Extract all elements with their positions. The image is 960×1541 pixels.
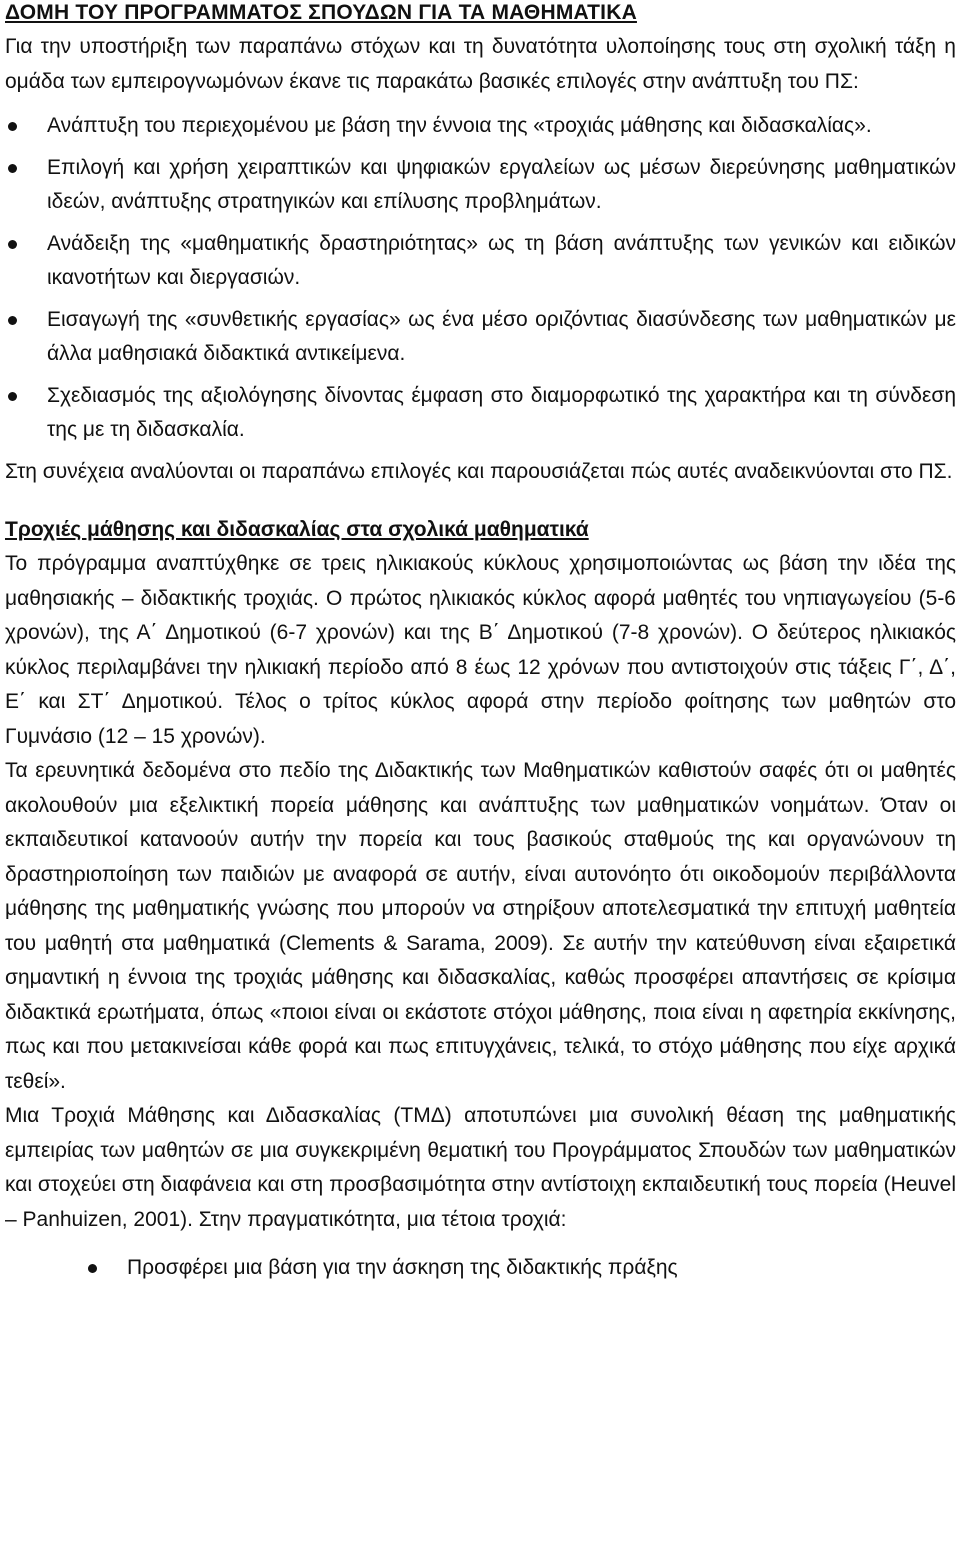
- body-paragraph-3: Μια Τροχιά Μάθησης και Διδασκαλίας (ΤΜΔ) αποτυπώνει μια συνολική θέαση της μαθηματικής εμπειρίας των μαθητών σε μια συγκεκριμένη θεματική του Προγράμματος Σπουδών των μαθηματικών και στοχεύει στη διαφάνεια και στη προσβασιμότητα στην αντίστοιχη εκπαιδευτική τους πορεία (Heuvel – Panhuizen, 2001). Στην πραγματικότητα, μια τέτοια τροχιά:: [5, 1104, 956, 1231]
- list-item: [5, 303, 956, 372]
- list-item-text: Εισαγωγή της «συνθετικής εργασίας» ως ένα μέσο οριζόντιας διασύνδεσης των μαθηματικών με άλλα μαθησιακά διδακτικά αντικείμενα.: [47, 307, 956, 365]
- bullet-icon: [8, 164, 17, 173]
- list-item-text: Ανάδειξη της «μαθηματικής δραστηριότητας» ως τη βάση ανάπτυξης των γενικών και ειδικών ικανοτήτων και διεργασιών.: [47, 231, 956, 289]
- list-item: [5, 379, 956, 448]
- list-item-text: Προσφέρει μια βάση για την άσκηση της διδακτικής πράξης: [127, 1256, 678, 1279]
- bullet-icon: [8, 316, 17, 325]
- bullet-icon: [8, 122, 17, 131]
- bullet-icon: [88, 1264, 97, 1273]
- body-paragraph-1: Το πρόγραμμα αναπτύχθηκε σε τρεις ηλικιακούς κύκλους χρησιμοποιώντας ως βάση την ιδέα της μαθησιακής – διδακτικής τροχιάς. Ο πρώτος ηλικιακός κύκλος αφορά μαθητές του νηπιαγωγείου (5-6 χρονών), της Α΄ Δημοτικού (6-7 χρονών) και της Β΄ Δημοτικού (7-8 χρονών). Ο δεύτερος ηλικιακός κύκλος περιλαμβάνει την ηλικιακή περίοδο από 8 έως 12 χρόνων που αντιστοιχούν στις τάξεις Γ΄, Δ΄, Ε΄ και ΣΤ΄ Δημοτικού. Τέλος ο τρίτος κύκλος αφορά στην περίοδο φοίτησης των μαθητών στο Γυμνάσιο (12 – 15 χρονών).: [5, 552, 956, 748]
- subsection-title: Τροχιές μάθησης και διδασκαλίας στα σχολικά μαθηματικά: [5, 518, 589, 541]
- choices-list: [5, 109, 956, 448]
- section-title: ΔΟΜΗ ΤΟΥ ΠΡΟΓΡΑΜΜΑΤΟΣ ΣΠΟΥΔΩΝ ΓΙΑ ΤΑ ΜΑΘΗΜΑΤΙΚΑ: [5, 1, 637, 24]
- list-item: [5, 151, 956, 220]
- list-item-text: Σχεδιασμός της αξιολόγησης δίνοντας έμφαση στο διαμορφωτικό της χαρακτήρα και τη σύνδεση της με τη διδασκαλία.: [47, 383, 956, 441]
- bullet-icon: [8, 392, 17, 401]
- list-item: [85, 1251, 956, 1286]
- outro-paragraph: Στη συνέχεια αναλύονται οι παραπάνω επιλογές και παρουσιάζεται πώς αυτές αναδεικνύονται στο ΠΣ.: [5, 459, 953, 483]
- trajectory-list: [5, 1251, 956, 1286]
- list-item: [5, 227, 956, 296]
- list-item-text: Ανάπτυξη του περιεχομένου με βάση την έννοια της «τροχιάς μάθησης και διδασκαλίας».: [47, 114, 872, 137]
- bullet-icon: [8, 240, 17, 249]
- list-item-text: Επιλογή και χρήση χειραπτικών και ψηφιακών εργαλείων ως μέσων διερεύνησης μαθηματικών ιδεών, ανάπτυξης στρατηγικών και επίλυσης προβλημάτων.: [47, 155, 956, 213]
- body-paragraph-2: Τα ερευνητικά δεδομένα στο πεδίο της Διδακτικής των Μαθηματικών καθιστούν σαφές ότι οι μαθητές ακολουθούν μια εξελικτική πορεία μάθησης και ανάπτυξης των μαθηματικών νοημάτων. Όταν οι εκπαιδευτικοί κατανοούν αυτήν την πορεία και τους βασικούς σταθμούς της και οργανώνουν τη δραστηριοποίηση των παιδιών με αναφορά σε αυτήν, είναι αυτονόητο ότι οικοδομούν περιβάλλοντα μάθησης της μαθηματικής γνώσης που μπορούν να στηρίξουν αποτελεσματικά την επιτυχή μαθητεία του μαθητή στα μαθηματικά (Clements & Sarama, 2009). Σε αυτήν την κατεύθυνση είναι εξαιρετικά σημαντική η έννοια της τροχιάς μάθησης και διδασκαλίας, καθώς προσφέρει απαντήσεις σε κρίσιμα διδακτικά ερωτήματα, όπως «ποιοι είναι οι εκάστοτε στόχοι μάθησης, ποια είναι η αφετηρία εκκίνησης, πως και που μετακινείσαι κάθε φορά και πως επιτυγχάνεις, τελικά, το στόχο μάθησης που είχε αρχικά τεθεί».: [5, 759, 956, 1093]
- intro-paragraph: Για την υποστήριξη των παραπάνω στόχων και τη δυνατότητα υλοποίησης τους στη σχολική τάξη η ομάδα των εμπειρογνωμόνων έκανε τις παρακάτω βασικές επιλογές στην ανάπτυξη του ΠΣ:: [5, 35, 956, 93]
- document-page: [5, 0, 956, 1293]
- list-item: [5, 109, 956, 144]
